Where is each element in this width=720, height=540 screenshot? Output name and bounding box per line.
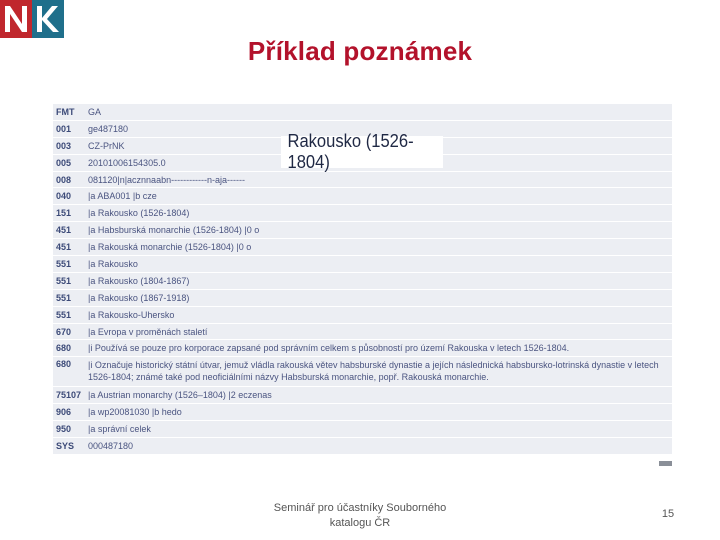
record-tag: 551 (56, 292, 72, 303)
record-tag: 040 (56, 191, 72, 202)
record-row (53, 357, 672, 387)
nk-logo (0, 0, 64, 38)
record-row (53, 404, 672, 421)
record-row (53, 239, 672, 256)
record-tag: 75107 (56, 390, 82, 401)
record-value: |a Habsburská monarchie (1526-1804) |0 o (88, 225, 260, 236)
record-row (53, 188, 672, 205)
heading-overlay-text: Rakousko (1526-1804) (287, 131, 414, 172)
footer-line-1: Seminář pro účastníky Souborného (273, 502, 447, 514)
footer-line-2: katalogu ČR (329, 517, 391, 529)
record-tag: 005 (56, 157, 72, 168)
record-tag: 451 (56, 242, 72, 253)
record-value: CZ-PrNK (88, 140, 125, 151)
record-tag: 680 (56, 359, 72, 370)
marc-record-screenshot (53, 104, 672, 455)
record-value: |a Rakouská monarchie (1526-1804) |0 o (88, 242, 252, 253)
record-row (53, 273, 672, 290)
slide-title: Příklad poznámek (247, 36, 473, 66)
record-value: |a wp20081030 |b hedo (88, 407, 182, 418)
page-number: 15 (661, 508, 675, 520)
record-tag: 008 (56, 174, 72, 185)
record-tag: SYS (56, 440, 75, 451)
record-tag: 680 (56, 343, 72, 354)
record-value: |a Rakousko (1804-1867) (88, 275, 190, 286)
record-tag: 151 (56, 208, 72, 219)
record-tag: 670 (56, 326, 72, 337)
corner-mark (659, 461, 672, 466)
record-value: |a ABA001 |b cze (88, 191, 157, 202)
record-value: |a Austrian monarchy (1526–1804) |2 eczenas (88, 390, 272, 401)
record-value: GA (88, 106, 102, 117)
record-tag: 001 (56, 123, 72, 134)
record-tag: 551 (56, 309, 72, 320)
record-row (53, 387, 672, 404)
record-value: |a Rakousko (1526-1804) (88, 208, 190, 219)
record-row (53, 438, 672, 455)
record-row (53, 172, 672, 189)
record-row (53, 104, 672, 121)
record-value: ge487180 (88, 123, 129, 134)
record-value: |i Označuje historický státní útvar, jemuž vládla rakouská větev habsburské dynastie a jejích následnická habsbursko-lotrinská dynastie v letech 1526-1804; známé také pod neoficiálními názvy Habsburská monarchie, popř. Rakouská monarchie. (88, 360, 659, 383)
heading-overlay (281, 131, 443, 172)
footer (250, 501, 470, 531)
record-row (53, 205, 672, 222)
record-row (53, 290, 672, 307)
record-value: |a Evropa v proměnách staletí (88, 326, 208, 337)
record-row (53, 324, 672, 341)
record-row (53, 222, 672, 239)
record-value: |a Rakousko-Uhersko (88, 309, 175, 320)
record-row (53, 307, 672, 324)
record-value: 081120|n|acznnaabn------------n-aja------ (88, 174, 246, 185)
record-value: |a Rakousko (1867-1918) (88, 292, 190, 303)
record-value: 20101006154305.0 (88, 157, 166, 168)
record-tag: 551 (56, 258, 72, 269)
record-row (53, 256, 672, 273)
record-value: 000487180 (88, 440, 134, 451)
record-row (53, 340, 672, 357)
record-value: |a Rakousko (88, 258, 138, 269)
record-row (53, 421, 672, 438)
record-value: |i Používá se pouze pro korporace zapsané pod správním celkem s působností pro území Rakouska v letech 1526-1804. (88, 343, 570, 354)
record-tag: 906 (56, 407, 72, 418)
record-tag: 950 (56, 424, 72, 435)
record-tag: 003 (56, 140, 72, 151)
record-tag: FMT (56, 106, 75, 117)
record-value: |a správní celek (88, 424, 151, 435)
record-tag: 451 (56, 225, 72, 236)
record-tag: 551 (56, 275, 72, 286)
